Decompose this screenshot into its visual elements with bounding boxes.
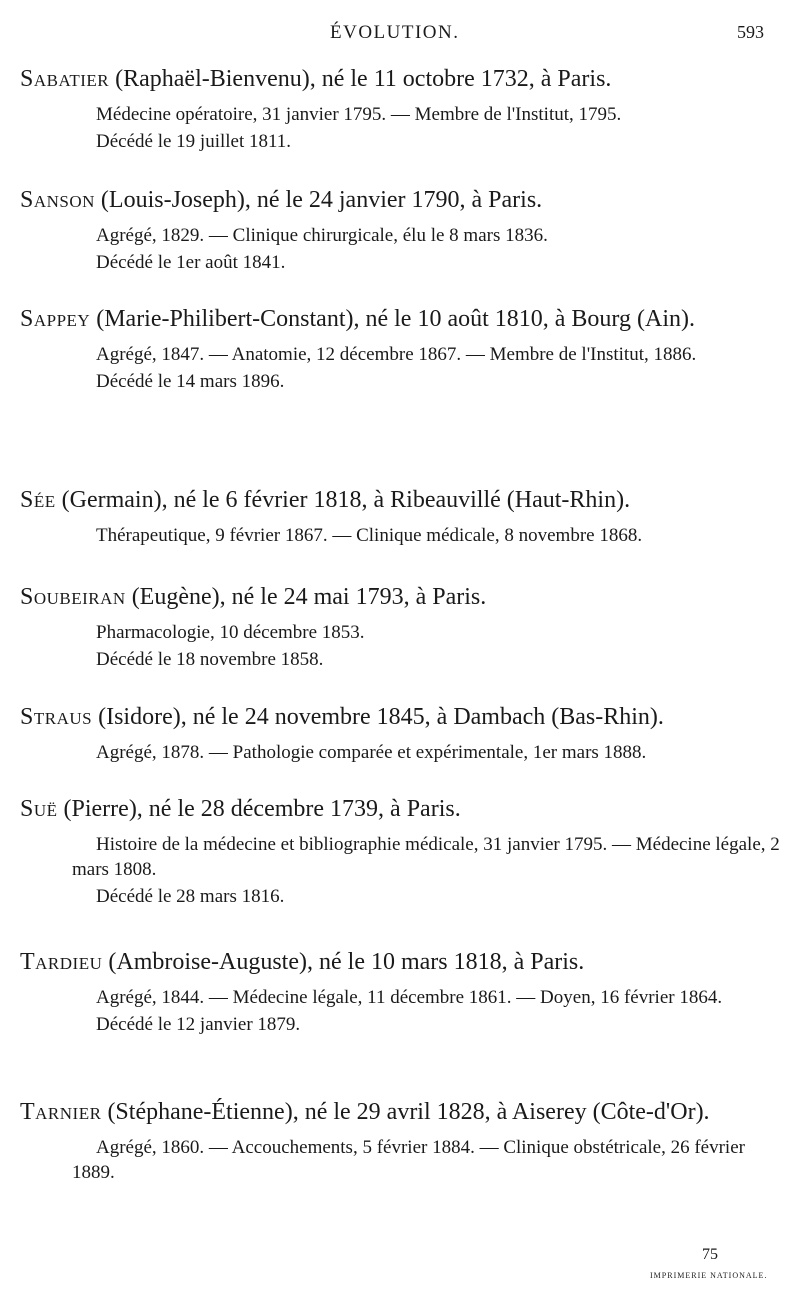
entry-career: Agrégé, 1829. — Clinique chirurgicale, élu le 8 mars 1836. bbox=[96, 225, 548, 246]
entry-career: Agrégé, 1860. — Accouchements, 5 février 1884. — Clinique obstétricale, 26 février 1889. bbox=[72, 1137, 745, 1183]
entry-identity: (Pierre), né le 28 décembre 1739, à Paris. bbox=[57, 796, 461, 822]
entry-surname: Straus bbox=[20, 704, 93, 730]
entry-name-line bbox=[20, 580, 780, 614]
entry-straus bbox=[20, 700, 780, 765]
entry-surname: Sabatier bbox=[20, 66, 110, 92]
entry-death: Décédé le 28 mars 1816. bbox=[96, 886, 285, 907]
entry-identity: (Germain), né le 6 février 1818, à Ribeauvillé (Haut-Rhin). bbox=[55, 487, 631, 513]
entry-sappey bbox=[20, 302, 780, 394]
entry-career: Agrégé, 1878. — Pathologie comparée et expérimentale, 1er mars 1888. bbox=[96, 742, 647, 763]
entry-name-line bbox=[20, 483, 780, 517]
entry-name-line bbox=[20, 1095, 780, 1129]
entry-identity: (Eugène), né le 24 mai 1793, à Paris. bbox=[125, 584, 487, 610]
entry-sue bbox=[20, 792, 780, 909]
entry-identity: (Ambroise-Auguste), né le 10 mars 1818, à Paris. bbox=[102, 949, 585, 975]
entry-surname: Sappey bbox=[20, 306, 91, 332]
entry-name-line bbox=[20, 183, 780, 217]
entry-surname: Soubeiran bbox=[20, 584, 126, 610]
entry-name-line bbox=[20, 945, 780, 979]
entry-death: Décédé le 14 mars 1896. bbox=[96, 371, 285, 392]
page-number: 593 bbox=[737, 22, 764, 42]
entry-career: Agrégé, 1844. — Médecine légale, 11 décembre 1861. — Doyen, 16 février 1864. bbox=[96, 987, 723, 1008]
entry-tarnier bbox=[20, 1095, 780, 1185]
signature-number: 75 bbox=[702, 1246, 718, 1263]
entry-identity: (Isidore), né le 24 novembre 1845, à Dambach (Bas-Rhin). bbox=[92, 704, 664, 730]
entry-surname: Sanson bbox=[20, 187, 95, 213]
entry-soubeiran bbox=[20, 580, 780, 672]
entry-career: Thérapeutique, 9 février 1867. — Clinique médicale, 8 novembre 1868. bbox=[96, 525, 643, 546]
entry-tardieu bbox=[20, 945, 780, 1037]
entry-career: Pharmacologie, 10 décembre 1853. bbox=[96, 622, 365, 643]
entry-identity: (Marie-Philibert-Constant), né le 10 août 1810, à Bourg (Ain). bbox=[90, 306, 695, 332]
entry-see bbox=[20, 483, 780, 548]
entry-career: Médecine opératoire, 31 janvier 1795. — Membre de l'Institut, 1795. bbox=[96, 104, 622, 125]
entry-name-line bbox=[20, 700, 780, 734]
entry-identity: (Raphaël-Bienvenu), né le 11 octobre 1732, à Paris. bbox=[109, 66, 612, 92]
page-header bbox=[0, 22, 800, 50]
entry-death: Décédé le 1er août 1841. bbox=[96, 252, 286, 273]
entry-identity: (Louis-Joseph), né le 24 janvier 1790, à Paris. bbox=[94, 187, 543, 213]
entry-surname: Tardieu bbox=[20, 949, 103, 975]
entry-sabatier bbox=[20, 62, 780, 154]
entry-career: Histoire de la médecine et bibliographie médicale, 31 janvier 1795. — Médecine légale, 2 mars 1808. bbox=[72, 834, 780, 880]
entry-death: Décédé le 19 juillet 1811. bbox=[96, 131, 292, 152]
entry-sanson bbox=[20, 183, 780, 275]
entry-surname: Tarnier bbox=[20, 1099, 102, 1125]
entry-name-line bbox=[20, 302, 780, 336]
entry-surname: Suë bbox=[20, 796, 58, 822]
printer-imprint: IMPRIMERIE NATIONALE. bbox=[650, 1271, 768, 1280]
entry-surname: Sée bbox=[20, 487, 56, 513]
entry-name-line bbox=[20, 792, 780, 826]
entry-name-line bbox=[20, 62, 780, 96]
entry-identity: (Stéphane-Étienne), né le 29 avril 1828, à Aiserey (Côte-d'Or). bbox=[101, 1099, 710, 1125]
running-title: ÉVOLUTION. bbox=[330, 22, 460, 43]
entry-death: Décédé le 12 janvier 1879. bbox=[96, 1014, 301, 1035]
entry-death: Décédé le 18 novembre 1858. bbox=[96, 649, 324, 670]
entry-career: Agrégé, 1847. — Anatomie, 12 décembre 1867. — Membre de l'Institut, 1886. bbox=[96, 344, 697, 365]
